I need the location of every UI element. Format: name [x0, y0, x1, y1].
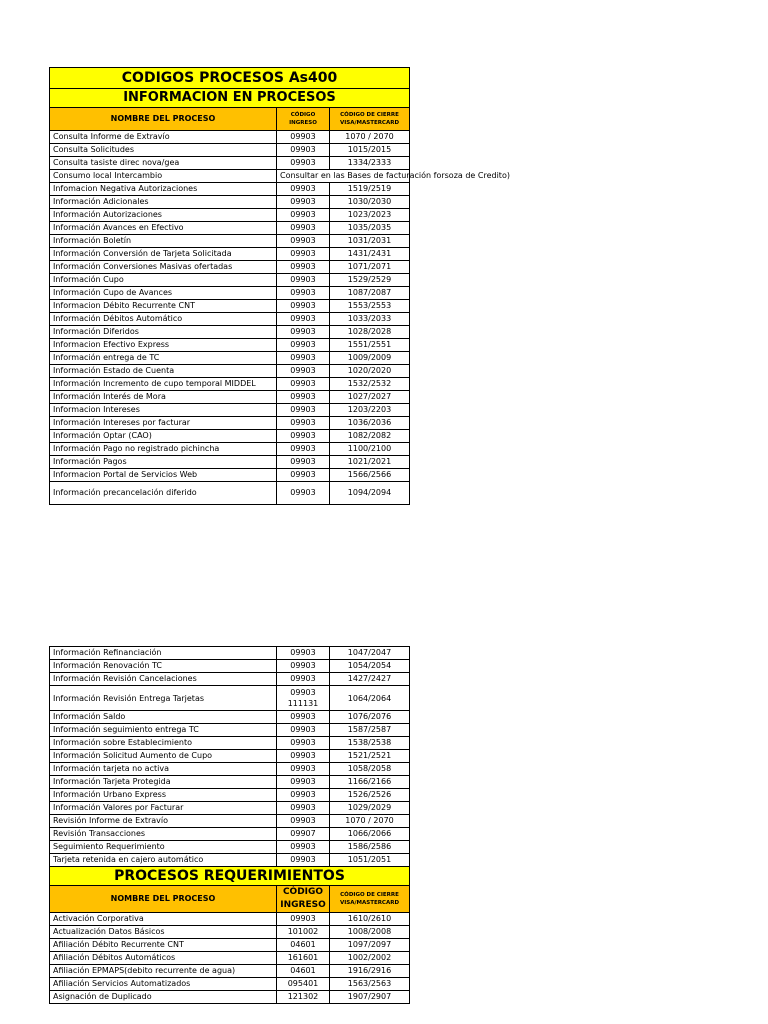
process-name: Información Optar (CAO)	[50, 430, 277, 443]
process-name: Seguimiento Requerimiento	[50, 841, 277, 854]
column-header-code-close: CÓDIGO DE CIERRE VISA/MASTERCARD	[330, 108, 410, 131]
table-row	[50, 235, 410, 248]
table-row	[50, 300, 410, 313]
table-row	[50, 261, 410, 274]
entry-code: 09903	[277, 235, 330, 248]
table-row	[50, 144, 410, 157]
entry-code: 09903	[277, 443, 330, 456]
closing-code: 1015/2015	[330, 144, 410, 157]
closing-code: 1097/2097	[330, 939, 410, 952]
process-name: Información Revisión Cancelaciones	[50, 673, 277, 686]
table-title: CODIGOS PROCESOS As400	[50, 68, 410, 89]
closing-code: 1030/2030	[330, 196, 410, 209]
table-row	[50, 157, 410, 170]
table-row	[50, 391, 410, 404]
table-row	[50, 196, 410, 209]
process-name: Información Urbano Express	[50, 789, 277, 802]
process-name: Revisión Transacciones	[50, 828, 277, 841]
table-row	[50, 326, 410, 339]
table-row	[50, 841, 410, 854]
table-row	[50, 443, 410, 456]
process-name: Información Intereses por facturar	[50, 417, 277, 430]
table-row	[50, 965, 410, 978]
closing-code: 1610/2610	[330, 913, 410, 926]
table-row	[50, 978, 410, 991]
section-title: PROCESOS REQUERIMIENTOS	[50, 867, 410, 886]
process-name: Información Autorizaciones	[50, 209, 277, 222]
entry-code: 09903	[277, 841, 330, 854]
column-header-code-in: CÓDIGO INGRESO	[277, 886, 330, 913]
entry-code: 09903	[277, 274, 330, 287]
closing-code: 1023/2023	[330, 209, 410, 222]
closing-code: 1551/2551	[330, 339, 410, 352]
closing-code: 1566/2566	[330, 469, 410, 482]
entry-code: 09903	[277, 183, 330, 196]
table-row	[50, 482, 410, 505]
table-row	[50, 170, 410, 183]
table-row	[50, 802, 410, 815]
closing-code: 1087/2087	[330, 287, 410, 300]
table-row	[50, 673, 410, 686]
closing-code: 1033/2033	[330, 313, 410, 326]
process-name: Informacion Efectivo Express	[50, 339, 277, 352]
column-header-code-close: CÓDIGO DE CIERRE VISA/MASTERCARD	[330, 886, 410, 913]
table-row	[50, 313, 410, 326]
entry-code: 09903	[277, 339, 330, 352]
entry-code: 09903	[277, 326, 330, 339]
process-name: Información seguimiento entrega TC	[50, 724, 277, 737]
entry-code: 09903	[277, 673, 330, 686]
table-row	[50, 417, 410, 430]
entry-code: 09903	[277, 352, 330, 365]
process-codes-table-continued	[49, 646, 410, 1004]
table-row	[50, 991, 410, 1004]
entry-code: 09903	[277, 378, 330, 391]
table-row	[50, 274, 410, 287]
table-row	[50, 660, 410, 673]
table-row	[50, 456, 410, 469]
entry-code: 09903	[277, 647, 330, 660]
table-row	[50, 776, 410, 789]
process-name: Afiliación Servicios Automatizados	[50, 978, 277, 991]
process-name: Activación Corporativa	[50, 913, 277, 926]
closing-code: 1002/2002	[330, 952, 410, 965]
process-name: Infomacion Negativa Autorizaciones	[50, 183, 277, 196]
entry-code: 09903	[277, 261, 330, 274]
closing-code: 1064/2064	[330, 686, 410, 711]
closing-code: 1907/2907	[330, 991, 410, 1004]
table-row	[50, 222, 410, 235]
process-name: Consulta tasiste direc nova/gea	[50, 157, 277, 170]
entry-code: 09903	[277, 313, 330, 326]
process-name: Afiliación Débito Recurrente CNT	[50, 939, 277, 952]
table-row	[50, 750, 410, 763]
closing-code: 1082/2082	[330, 430, 410, 443]
process-name: Información Incremento de cupo temporal MIDDEL	[50, 378, 277, 391]
entry-code: 09903	[277, 391, 330, 404]
entry-code: 09903	[277, 365, 330, 378]
closing-code: 1529/2529	[330, 274, 410, 287]
process-name: Información Valores por Facturar	[50, 802, 277, 815]
closing-code: 1532/2532	[330, 378, 410, 391]
closing-code: 1094/2094	[330, 482, 410, 505]
table-row	[50, 378, 410, 391]
closing-code: 1051/2051	[330, 854, 410, 867]
closing-code: 1035/2035	[330, 222, 410, 235]
process-name: Afiliación Débitos Automáticos	[50, 952, 277, 965]
entry-code: 095401	[277, 978, 330, 991]
closing-code: 1070 / 2070	[330, 131, 410, 144]
process-name: Consumo local Intercambio	[50, 170, 277, 183]
entry-code: 09903	[277, 287, 330, 300]
process-name: Consulta Informe de Extravío	[50, 131, 277, 144]
closing-code: 1047/2047	[330, 647, 410, 660]
process-name: Información Avances en Efectivo	[50, 222, 277, 235]
closing-code: 1431/2431	[330, 248, 410, 261]
process-name: Información Boletín	[50, 235, 277, 248]
entry-code: 09903	[277, 196, 330, 209]
note-cell: Consultar en las Bases de facturación forsoza de Credito)	[277, 170, 410, 183]
entry-code-primary: 09903	[290, 688, 316, 697]
closing-code: 1071/2071	[330, 261, 410, 274]
table-row	[50, 404, 410, 417]
entry-code: 09903	[277, 209, 330, 222]
entry-code: 09903	[277, 802, 330, 815]
entry-code: 09903	[277, 430, 330, 443]
column-header-process: NOMBRE DEL PROCESO	[50, 108, 277, 131]
closing-code: 1526/2526	[330, 789, 410, 802]
table-row	[50, 763, 410, 776]
closing-code: 1070 / 2070	[330, 815, 410, 828]
entry-code: 09903	[277, 404, 330, 417]
process-name: Información Pago no registrado pichincha	[50, 443, 277, 456]
entry-code: 09903	[277, 417, 330, 430]
process-name: Información Refinanciación	[50, 647, 277, 660]
entry-code: 04601	[277, 965, 330, 978]
entry-code: 09903	[277, 854, 330, 867]
closing-code: 1054/2054	[330, 660, 410, 673]
table-row	[50, 647, 410, 660]
closing-code: 1521/2521	[330, 750, 410, 763]
closing-code: 1027/2027	[330, 391, 410, 404]
closing-code: 1519/2519	[330, 183, 410, 196]
table-row	[50, 352, 410, 365]
closing-code: 1021/2021	[330, 456, 410, 469]
process-name: Informacion Intereses	[50, 404, 277, 417]
entry-code: 09903	[277, 248, 330, 261]
process-name: Información Diferidos	[50, 326, 277, 339]
entry-code: 04601	[277, 939, 330, 952]
table-row	[50, 939, 410, 952]
closing-code: 1009/2009	[330, 352, 410, 365]
closing-code: 1916/2916	[330, 965, 410, 978]
entry-code: 09903	[277, 482, 330, 505]
table-row	[50, 183, 410, 196]
process-name: Información tarjeta no activa	[50, 763, 277, 776]
process-name: Información Adicionales	[50, 196, 277, 209]
column-header-code-in: CÓDIGO INGRESO	[277, 108, 330, 131]
table-row	[50, 430, 410, 443]
closing-code: 1029/2029	[330, 802, 410, 815]
entry-code: 121302	[277, 991, 330, 1004]
closing-code: 1586/2586	[330, 841, 410, 854]
closing-code: 1334/2333	[330, 157, 410, 170]
closing-code: 1100/2100	[330, 443, 410, 456]
process-name: Información Solicitud Aumento de Cupo	[50, 750, 277, 763]
process-name: Asignación de Duplicado	[50, 991, 277, 1004]
process-name: Información precancelación diferido	[50, 482, 277, 505]
table-row	[50, 854, 410, 867]
closing-code: 1427/2427	[330, 673, 410, 686]
header-row	[50, 886, 410, 913]
entry-code: 09903	[277, 913, 330, 926]
entry-code: 09907	[277, 828, 330, 841]
closing-code: 1076/2076	[330, 711, 410, 724]
table-row	[50, 365, 410, 378]
entry-code: 161601	[277, 952, 330, 965]
process-name: Afiliación EPMAPS(debito recurrente de agua)	[50, 965, 277, 978]
entry-code: 09903	[277, 789, 330, 802]
process-name: Información Conversión de Tarjeta Solicitada	[50, 248, 277, 261]
table-row	[50, 339, 410, 352]
process-name: Información Conversiones Masivas ofertadas	[50, 261, 277, 274]
process-name: Informacion Portal de Servicios Web	[50, 469, 277, 482]
section-title: INFORMACION EN PROCESOS	[50, 89, 410, 108]
process-name: Información Tarjeta Protegida	[50, 776, 277, 789]
table-row	[50, 209, 410, 222]
entry-code: 09903	[277, 222, 330, 235]
process-name: Información Revisión Entrega Tarjetas	[50, 686, 277, 711]
closing-code: 1553/2553	[330, 300, 410, 313]
entry-code: 09903	[277, 144, 330, 157]
process-name: Actualización Datos Básicos	[50, 926, 277, 939]
table-row	[50, 248, 410, 261]
table-row	[50, 469, 410, 482]
entry-code: 09903	[277, 660, 330, 673]
closing-code: 1587/2587	[330, 724, 410, 737]
process-name: Informacion Débito Recurrente CNT	[50, 300, 277, 313]
table-row	[50, 287, 410, 300]
table-row	[50, 952, 410, 965]
process-name: Información entrega de TC	[50, 352, 277, 365]
section-title-row	[50, 867, 410, 886]
closing-code: 1058/2058	[330, 763, 410, 776]
entry-code-secondary: 111131	[287, 699, 319, 708]
entry-code: 09903	[277, 469, 330, 482]
entry-code: 09903	[277, 131, 330, 144]
entry-code: 09903	[277, 776, 330, 789]
entry-code: 09903	[277, 737, 330, 750]
process-name: Información Cupo de Avances	[50, 287, 277, 300]
process-name: Tarjeta retenida en cajero automático	[50, 854, 277, 867]
process-name: Consulta Solicitudes	[50, 144, 277, 157]
closing-code: 1166/2166	[330, 776, 410, 789]
table-row	[50, 131, 410, 144]
closing-code: 1538/2538	[330, 737, 410, 750]
entry-code: 09903	[277, 456, 330, 469]
column-header-process: NOMBRE DEL PROCESO	[50, 886, 277, 913]
process-codes-table	[49, 67, 510, 505]
table-row	[50, 789, 410, 802]
closing-code: 1563/2563	[330, 978, 410, 991]
closing-code: 1203/2203	[330, 404, 410, 417]
entry-code: 09903	[277, 763, 330, 776]
entry-code: 09903	[277, 157, 330, 170]
closing-code: 1036/2036	[330, 417, 410, 430]
entry-code: 09903	[277, 815, 330, 828]
closing-code: 1028/2028	[330, 326, 410, 339]
closing-code: 1066/2066	[330, 828, 410, 841]
table-row	[50, 828, 410, 841]
entry-code: 09903	[277, 300, 330, 313]
entry-code	[277, 686, 330, 711]
table-row	[50, 926, 410, 939]
closing-code: 1008/2008	[330, 926, 410, 939]
closing-code: 1031/2031	[330, 235, 410, 248]
closing-code: 1020/2020	[330, 365, 410, 378]
entry-code: 09903	[277, 711, 330, 724]
process-name: Información Cupo	[50, 274, 277, 287]
table-row	[50, 711, 410, 724]
process-name: Información sobre Establecimiento	[50, 737, 277, 750]
process-name: Información Renovación TC	[50, 660, 277, 673]
entry-code: 09903	[277, 750, 330, 763]
table-row	[50, 815, 410, 828]
table-row	[50, 737, 410, 750]
process-name: Información Pagos	[50, 456, 277, 469]
process-name: Revisión Informe de Extravío	[50, 815, 277, 828]
table-row	[50, 724, 410, 737]
entry-code: 09903	[277, 724, 330, 737]
table-row	[50, 686, 410, 711]
table-row	[50, 913, 410, 926]
process-name: Información Estado de Cuenta	[50, 365, 277, 378]
process-name: Información Débitos Automático	[50, 313, 277, 326]
process-name: Información Interés de Mora	[50, 391, 277, 404]
process-name: Información Saldo	[50, 711, 277, 724]
entry-code: 101002	[277, 926, 330, 939]
